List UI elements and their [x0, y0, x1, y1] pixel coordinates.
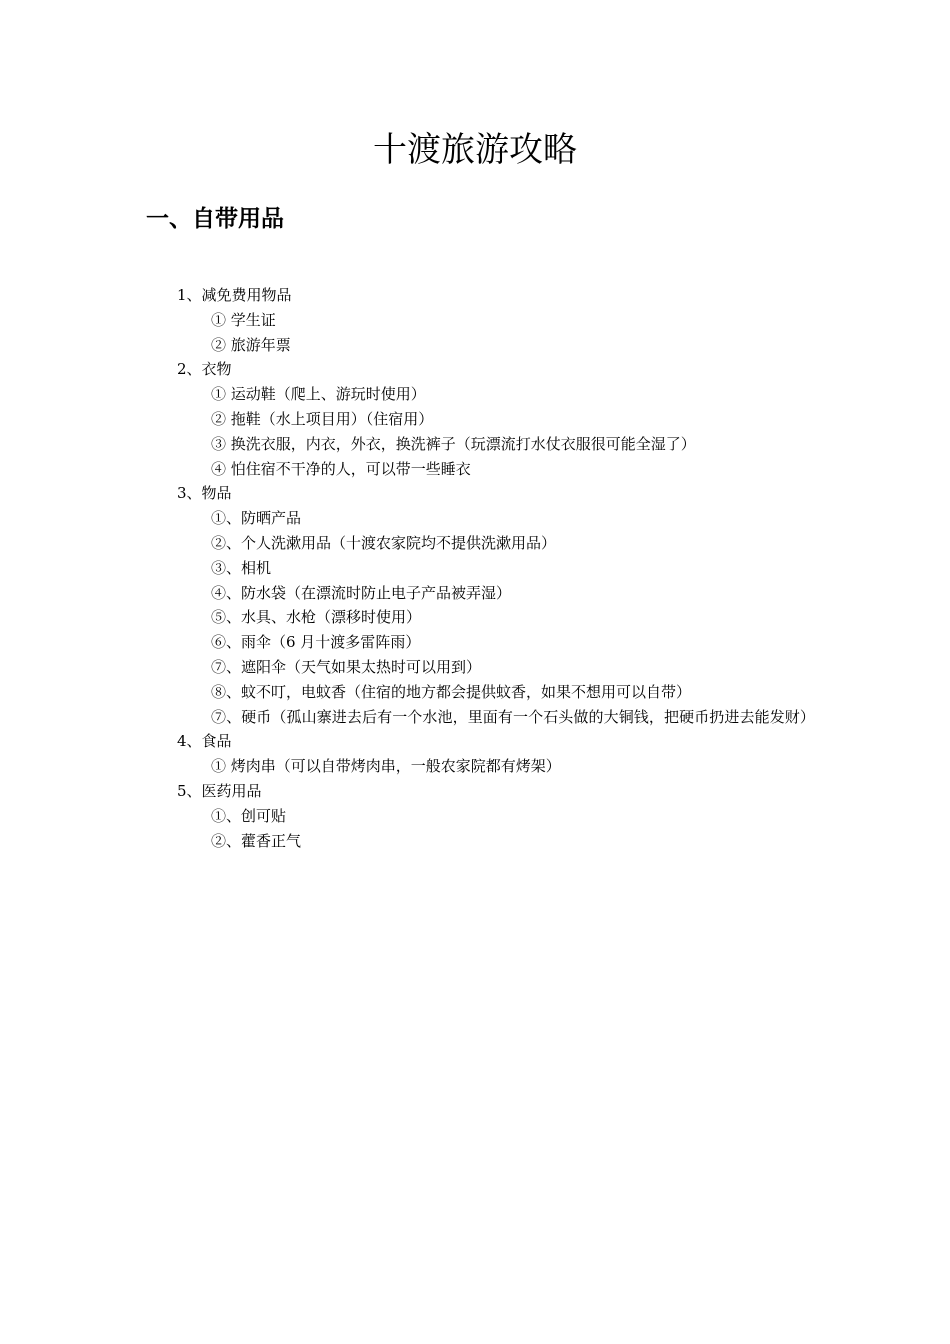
list-item: ⑥、雨伞（6 月十渡多雷阵雨） — [211, 633, 421, 652]
category-label: 4、食品 — [177, 732, 232, 751]
list-item: ② 拖鞋（水上项目用）（住宿用） — [211, 409, 434, 428]
list-item: ③、相机 — [211, 558, 272, 577]
list-item: ① 烤肉串（可以自带烤肉串，一般农家院都有烤架） — [211, 757, 561, 776]
category-label: 3、物品 — [177, 484, 232, 503]
list-item: ② 旅游年票 — [211, 335, 291, 354]
list-item: ① 运动鞋（爬上、游玩时使用） — [211, 385, 426, 404]
page-title: 十渡旅游攻略 — [373, 130, 577, 170]
list-item: ⑤、水具、水枪（漂移时使用） — [211, 608, 422, 627]
list-item: ④ 怕住宿不干净的人，可以带一些睡衣 — [211, 459, 471, 478]
category-label: 2、衣物 — [177, 360, 232, 379]
list-item: ③ 换洗衣服，内衣，外衣，换洗裤子（玩漂流打水仗衣服很可能全湿了） — [211, 434, 696, 453]
supplies-list — [146, 283, 816, 853]
list-item: ②、个人洗漱用品（十渡农家院均不提供洗漱用品） — [211, 533, 557, 552]
list-item: ⑧、蚊不叮，电蚊香（住宿的地方都会提供蚊香，如果不想用可以自带） — [211, 682, 692, 701]
category-label: 1、减免费用物品 — [177, 286, 292, 304]
list-item: ②、藿香正气 — [211, 831, 302, 850]
list-item: ⑦、硬币（孤山寨进去后有一个水池，里面有一个石头做的大铜钱，把硬币扔进去能发财） — [211, 707, 816, 726]
list-item: ① 学生证 — [211, 310, 276, 329]
list-item: ①、防晒产品 — [211, 509, 302, 528]
list-item: ④、防水袋（在漂流时防止电子产品被弄湿） — [211, 583, 512, 602]
section-heading: 一、自带用品 — [146, 206, 284, 232]
category-label: 5、医药用品 — [177, 781, 262, 800]
list-item: ①、创可贴 — [211, 806, 287, 825]
list-item: ⑦、遮阳伞（天气如果太热时可以用到） — [211, 657, 482, 676]
